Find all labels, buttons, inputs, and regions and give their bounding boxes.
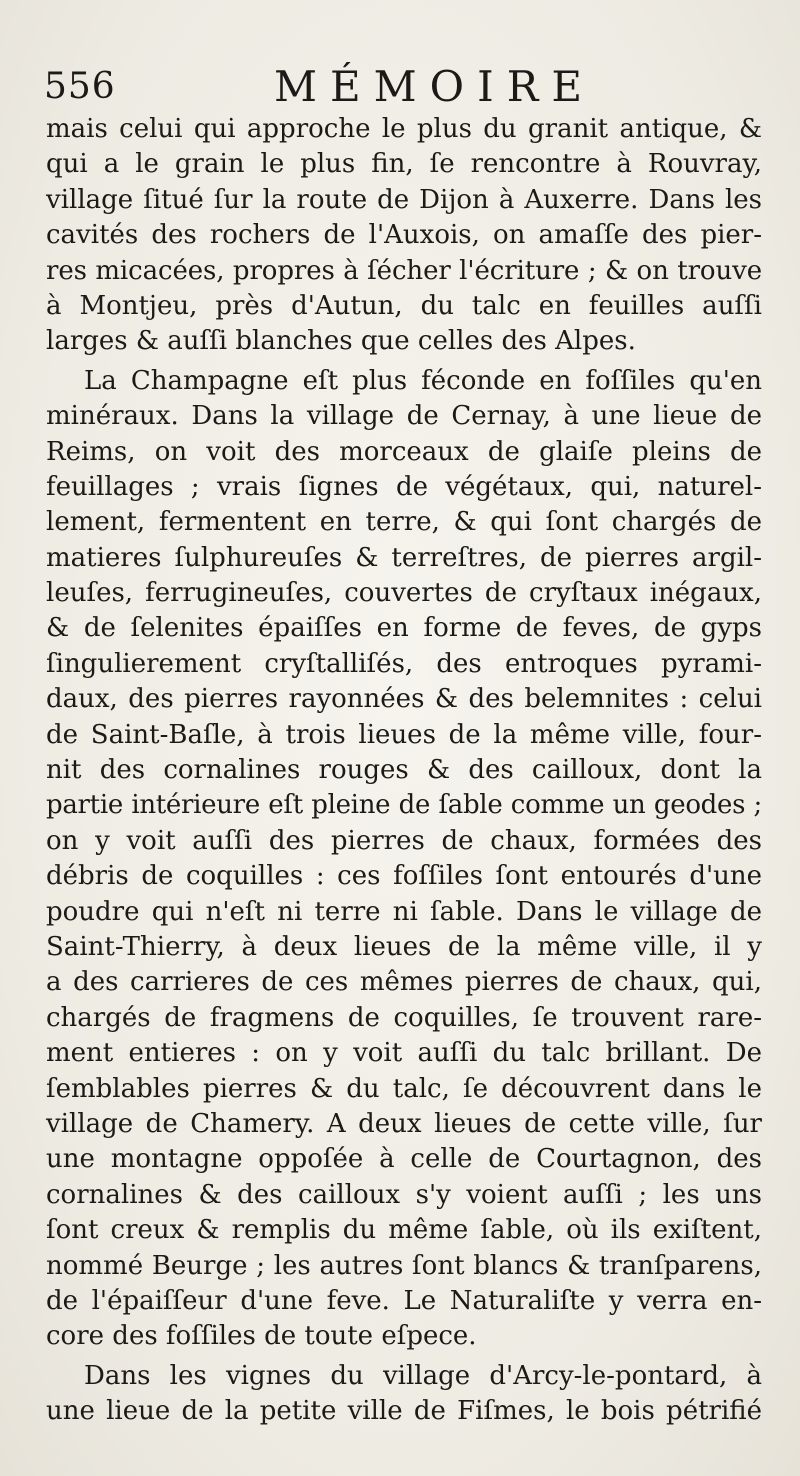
paragraph-2 xyxy=(46,364,762,1355)
text-line: chargés de fragmens de coquilles, ſe trouvent rare- xyxy=(46,1002,762,1033)
text-line: & de ſelenites épaiſſes en forme de feves, de gyps xyxy=(46,613,762,644)
text-line: res micacées, propres à ſécher l'écriture ; & on trouve xyxy=(46,255,762,286)
text-line: ſont creux & remplis du même ſable, où ils exiſtent, xyxy=(46,1215,762,1246)
text-line: de Saint-Baſle, à trois lieues de la même ville, four- xyxy=(46,719,762,750)
text-line: feuillages ; vrais ſignes de végétaux, qui, naturel- xyxy=(46,471,762,502)
text-line: ſingulierement cryſtalliſés, des entroques pyrami- xyxy=(46,648,762,679)
page-number: 556 xyxy=(44,66,116,107)
text-line: débris de coquilles : ces foſſiles ſont entourés d'une xyxy=(46,861,762,892)
text-line: Reims, on voit des morceaux de glaiſe pleins de xyxy=(46,436,762,467)
text-line: une montagne oppoſée à celle de Courtagnon, des xyxy=(46,1144,762,1175)
text-line: cornalines & des cailloux s'y voient auſſi ; les uns xyxy=(46,1179,762,1210)
text-line: mais celui qui approche le plus du granit antique, & xyxy=(46,114,762,144)
text-line: matieres ſulphureuſes & terreſtres, de pierres argil- xyxy=(46,542,762,573)
text-line: nit des cornalines rouges & des cailloux, dont la xyxy=(46,755,762,786)
text-line: poudre qui n'eſt ni terre ni ſable. Dans le village de xyxy=(46,896,762,927)
text-line: nommé Beurge ; les autres ſont blancs & tranſparens, xyxy=(46,1250,762,1281)
text-line: lement, fermentent en terre, & qui ſont chargés de xyxy=(46,507,762,538)
text-line: cavités des rochers de l'Auxois, on amaſſe des pier- xyxy=(46,220,762,251)
paragraph-1 xyxy=(46,112,762,360)
text-line: Dans les vignes du village d'Arcy-le-pontard, à xyxy=(84,1360,762,1391)
text-line: core des foſſiles de toute eſpece. xyxy=(46,1321,477,1352)
text-line: Saint-Thierry, à deux lieues de la même ville, il y xyxy=(46,931,762,962)
page-header xyxy=(44,56,760,111)
text-line: leuſes, ferrugineuſes, couvertes de cryſtaux inégaux, xyxy=(46,578,762,609)
text-line: village de Chamery. A deux lieues de cette ville, ſur xyxy=(46,1108,762,1139)
text-line: qui a le grain le plus fin, ſe rencontre à Rouvray, xyxy=(46,149,762,180)
body-text xyxy=(46,112,762,1429)
text-line: une lieue de la petite ville de Fiſmes, le bois pétrifié xyxy=(46,1396,762,1427)
text-line: larges & auſſi blanches que celles des Alpes. xyxy=(46,326,636,357)
running-title: MÉMOIRE xyxy=(274,62,595,111)
text-line: a des carrieres de ces mêmes pierres de chaux, qui, xyxy=(46,967,762,998)
text-line: ment entieres : on y voit auſſi du talc brillant. De xyxy=(46,1038,762,1069)
text-line: village ſitué ſur la route de Dijon à Auxerre. Dans les xyxy=(46,184,762,215)
paragraph-3 xyxy=(46,1359,762,1430)
text-line: ſemblables pierres & du talc, ſe découvrent dans le xyxy=(46,1073,762,1104)
text-line: La Champagne eſt plus féconde en foſſiles qu'en xyxy=(84,365,762,396)
text-line: partie intérieure eſt pleine de ſable comme un geodes ; xyxy=(46,790,762,821)
text-line: minéraux. Dans la village de Cernay, à une lieue de xyxy=(46,401,762,432)
text-line: à Montjeu, près d'Autun, du talc en feuilles auſſi xyxy=(46,290,762,321)
text-line: on y voit auſſi des pierres de chaux, formées des xyxy=(46,825,762,856)
text-line: de l'épaiſſeur d'une feve. Le Naturaliſte y verra en- xyxy=(46,1285,762,1316)
text-line: daux, des pierres rayonnées & des belemnites : celui xyxy=(46,684,762,715)
